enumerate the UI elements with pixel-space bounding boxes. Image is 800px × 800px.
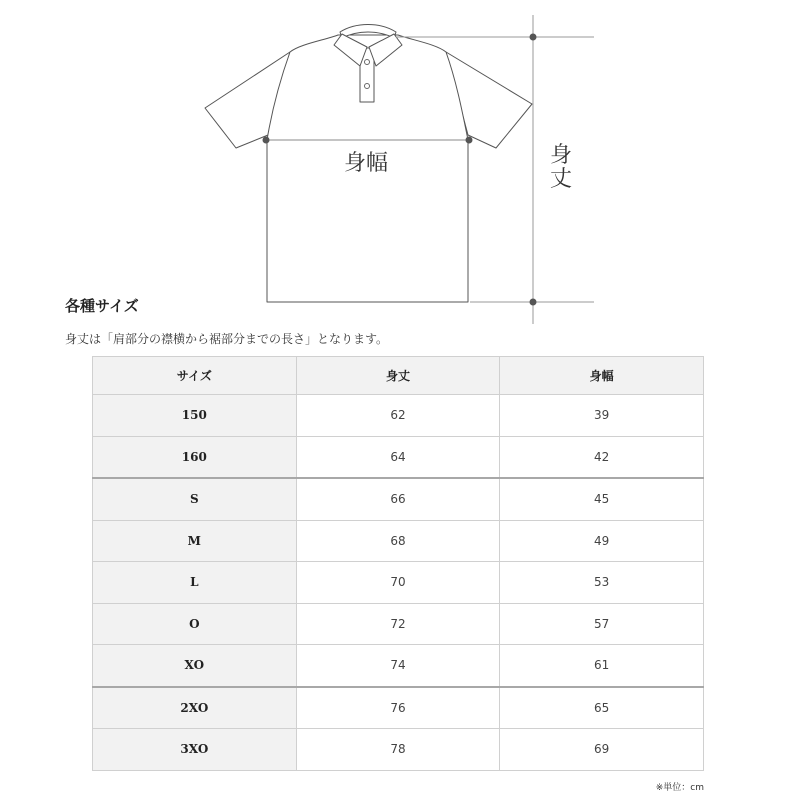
width-cell: 39 [500, 395, 704, 437]
table-row [93, 478, 704, 520]
width-cell: 65 [500, 687, 704, 729]
table-row [93, 603, 704, 645]
width-cell: 57 [500, 603, 704, 645]
width-cell: 61 [500, 645, 704, 687]
polo-shirt-diagram [0, 0, 800, 330]
button-top [365, 60, 370, 65]
header-width: 身幅 [500, 357, 704, 395]
size-cell: 2XO [93, 687, 297, 729]
size-cell: M [93, 520, 297, 562]
size-cell: 150 [93, 395, 297, 437]
length-cell: 64 [296, 436, 500, 478]
size-cell: 160 [93, 436, 297, 478]
size-cell: L [93, 562, 297, 604]
size-cell: O [93, 603, 297, 645]
table-row [93, 645, 704, 687]
size-table [92, 356, 704, 771]
section-note: 身丈は「肩部分の襟横から裾部分までの長さ」となります。 [65, 332, 389, 346]
length-label: 身丈 [549, 143, 572, 192]
length-cell: 62 [296, 395, 500, 437]
table-row [93, 520, 704, 562]
table-row [93, 562, 704, 604]
width-cell: 42 [500, 436, 704, 478]
header-length: 身丈 [296, 357, 500, 395]
length-cell: 76 [296, 687, 500, 729]
table-row [93, 687, 704, 729]
size-cell: 3XO [93, 729, 297, 771]
header-size: サイズ [93, 357, 297, 395]
width-cell: 45 [500, 478, 704, 520]
width-label: 身幅 [344, 151, 389, 176]
section-title: 各種サイズ [65, 297, 139, 315]
length-marker-bottom [530, 299, 537, 306]
width-marker-right [466, 137, 473, 144]
width-marker-left [263, 137, 270, 144]
button-bottom [365, 84, 370, 89]
size-cell: S [93, 478, 297, 520]
width-cell: 49 [500, 520, 704, 562]
length-cell: 72 [296, 603, 500, 645]
width-cell: 69 [500, 729, 704, 771]
length-marker-top [530, 34, 537, 41]
width-cell: 53 [500, 562, 704, 604]
size-cell: XO [93, 645, 297, 687]
table-row [93, 395, 704, 437]
length-cell: 66 [296, 478, 500, 520]
length-cell: 74 [296, 645, 500, 687]
table-header-row [93, 357, 704, 395]
length-cell: 70 [296, 562, 500, 604]
table-row [93, 729, 704, 771]
length-cell: 68 [296, 520, 500, 562]
unit-note: ※単位：cm [655, 783, 704, 793]
length-cell: 78 [296, 729, 500, 771]
table-row [93, 436, 704, 478]
